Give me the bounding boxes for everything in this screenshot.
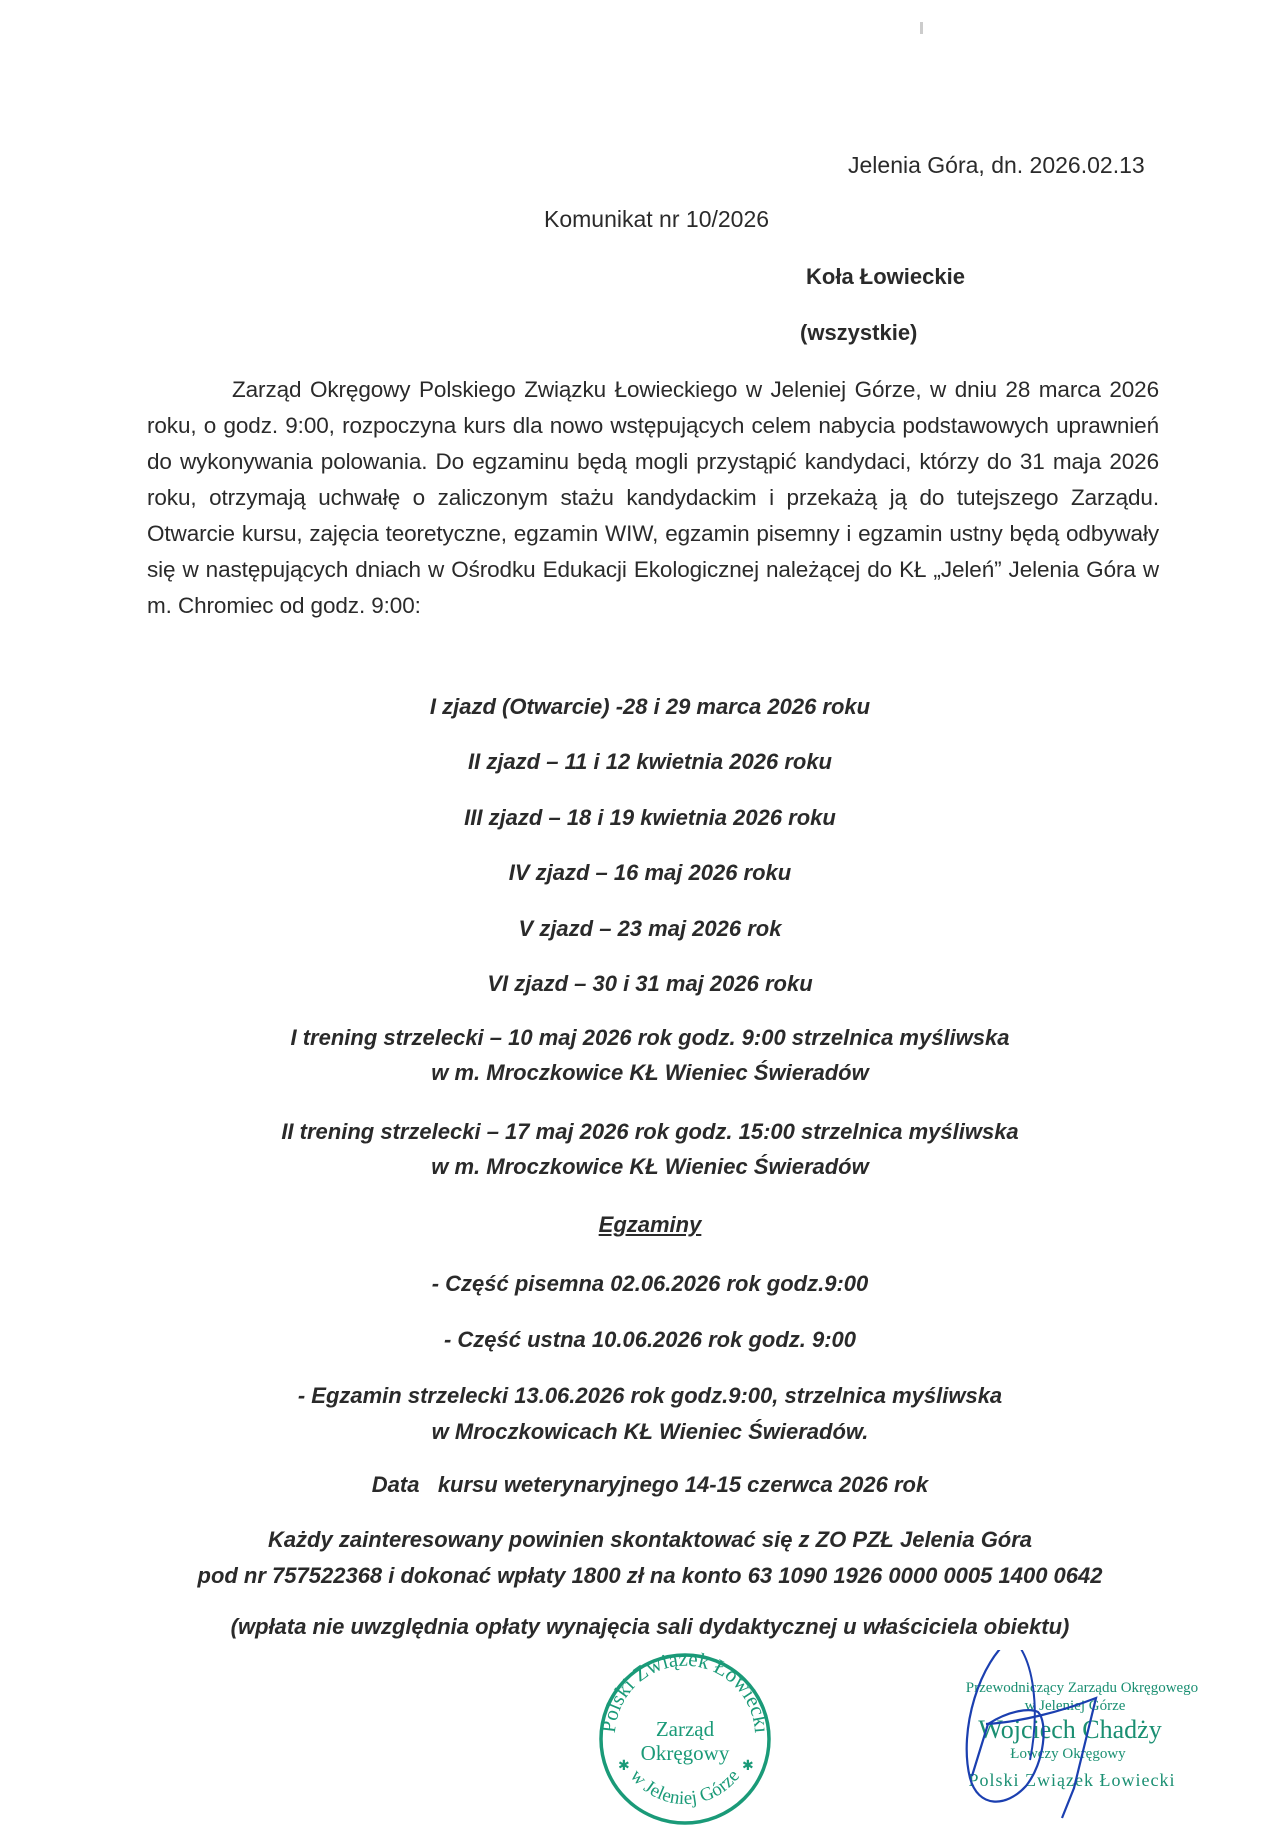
training-item <box>140 1020 1160 1090</box>
signature-block <box>950 1650 1220 1834</box>
seal-star-icon: ✱ <box>618 1757 630 1773</box>
seal-graphic <box>590 1644 780 1834</box>
signatory-title-line2: w Jeleniej Górze <box>1024 1698 1126 1714</box>
schedule-list <box>140 690 1160 1022</box>
seal-ring-bottom-text: w Jeleniej Górze <box>625 1765 744 1810</box>
training-line2: w m. Mroczkowice KŁ Wieniec Świeradów <box>431 1060 869 1085</box>
contact-line2: pod nr 757522368 i dokonać wpłaty 1800 zł na konto 63 1090 1926 0000 0005 1400 0642 <box>197 1563 1103 1588</box>
exam-oral: - Część ustna 10.06.2026 rok godz. 9:00 <box>443 1326 857 1352</box>
body-paragraph <box>147 372 1159 624</box>
exam-shooting-line1: - Egzamin strzelecki 13.06.2026 rok godz.9:00, strzelnica myśliwska <box>297 1383 1003 1409</box>
signature-graphic <box>950 1650 1220 1834</box>
document-title: Komunikat nr 10/2026 <box>544 206 770 232</box>
signatory-org: Polski Związek Łowiecki <box>968 1770 1176 1790</box>
training-line2: w m. Mroczkowice KŁ Wieniec Świeradów <box>431 1154 869 1179</box>
training-line1: II trening strzelecki – 17 maj 2026 rok godz. 15:00 strzelnica myśliwska <box>281 1119 1019 1144</box>
seal-center-line1: Zarząd <box>655 1717 715 1741</box>
signatory-role: Łowczy Okręgowy <box>1010 1746 1126 1762</box>
scan-speck <box>920 22 923 34</box>
schedule-item: III zjazd – 18 i 19 kwietnia 2026 roku <box>464 804 836 830</box>
training-line1: I trening strzelecki – 10 maj 2026 rok godz. 9:00 strzelnica myśliwska <box>290 1025 1010 1050</box>
body-paragraph-text: Zarząd Okręgowy Polskiego Związku Łowieckiego w Jeleniej Górze, w dniu 28 marca 2026 roku, o godz. 9:00, rozpoczyna kurs dla nowo wstępujących celem nabycia podstawowych uprawnień do wykonywania polowania. Do egzaminu będą mogli przystąpić kandydaci, którzy do 31 maja 2026 roku, otrzymają uchwałę o zaliczonym stażu kandydackim i przekażą ją do tutejszego Zarządu. Otwarcie kursu, zajęcia teoretyczne, egzamin WIW, egzamin pisemny i egzamin ustny będą odbywały się w następujących dniach w Ośrodku Edukacji Ekologicznej należącej do KŁ „Jeleń” Jelenia Góra w m. Chromiec od godz. 9:00: <box>147 377 1159 618</box>
exam-written: - Część pisemna 02.06.2026 rok godz.9:00 <box>431 1271 869 1296</box>
schedule-item: VI zjazd – 30 i 31 maj 2026 roku <box>487 970 813 996</box>
place-date: Jelenia Góra, dn. 2026.02.13 <box>848 152 1145 178</box>
addressee-line2: (wszystkie) <box>800 320 918 345</box>
organization-seal <box>590 1644 780 1834</box>
seal-center-line2: Okręgowy <box>640 1741 730 1765</box>
contact-info <box>140 1522 1160 1594</box>
vet-course: Data kursu weterynaryjnego 14-15 czerwca 2026 rok <box>371 1472 929 1497</box>
addressee-line1: Koła Łowieckie <box>806 264 965 289</box>
training-list <box>140 1020 1160 1208</box>
schedule-item: IV zjazd – 16 maj 2026 roku <box>508 860 792 886</box>
exam-shooting-line2: w Mroczkowicach KŁ Wieniec Świeradów. <box>431 1419 869 1445</box>
signatory-name: Wojciech Chadży <box>978 1715 1162 1744</box>
training-item <box>140 1114 1160 1184</box>
seal-ring-text: Polski Związek Łowiecki <box>595 1646 774 1734</box>
contact-line1: Każdy zainteresowany powinien skontaktować się z ZO PZŁ Jelenia Góra <box>267 1527 1033 1552</box>
schedule-item: II zjazd – 11 i 12 kwietnia 2026 roku <box>468 749 832 775</box>
payment-note: (wpłata nie uwzględnia opłaty wynajęcia sali dydaktycznej u właściciela obiektu) <box>230 1614 1070 1639</box>
exams-section <box>140 1208 1160 1450</box>
exams-heading: Egzaminy <box>598 1212 702 1237</box>
signatory-title-line1: Przewodniczący Zarządu Okręgowego <box>965 1680 1199 1696</box>
schedule-item: I zjazd (Otwarcie) -28 i 29 marca 2026 roku <box>429 694 871 719</box>
schedule-item: V zjazd – 23 maj 2026 rok <box>518 915 782 941</box>
seal-star-icon: ✱ <box>742 1757 754 1773</box>
